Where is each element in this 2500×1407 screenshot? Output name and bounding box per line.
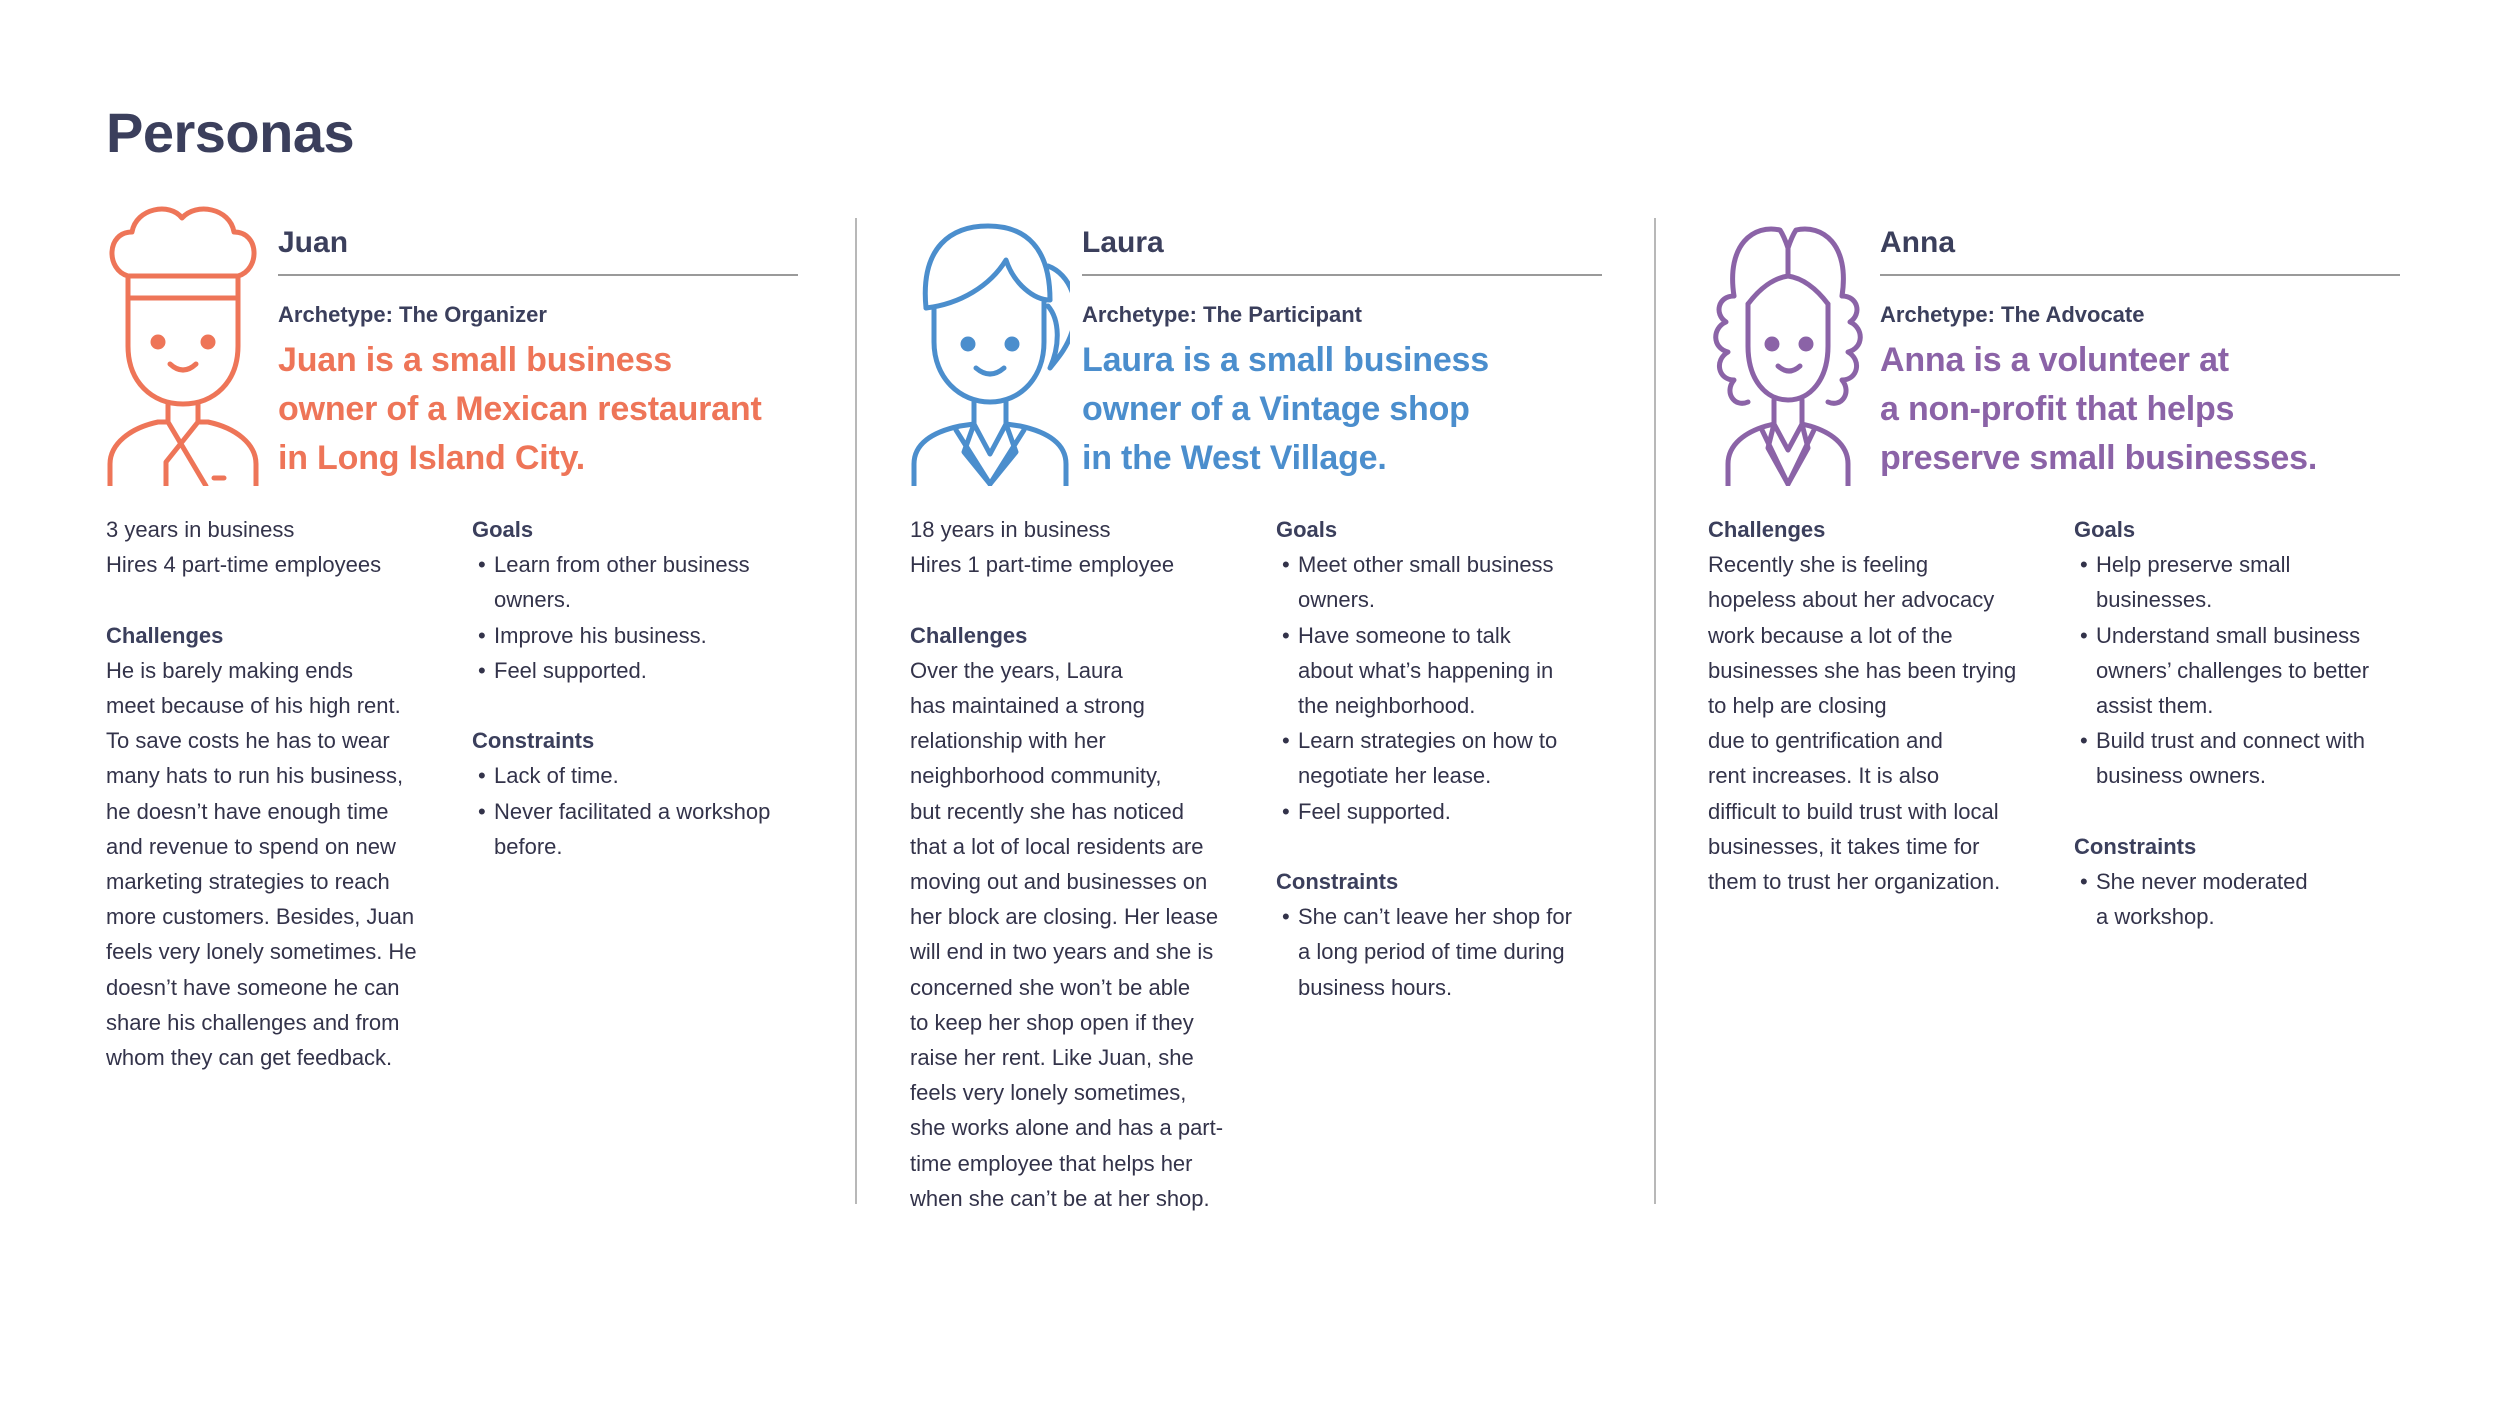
persona-goals-constraints	[2074, 512, 2414, 934]
name-underline	[278, 274, 798, 276]
name-underline	[1880, 274, 2400, 276]
persona-archetype: Archetype: The Advocate	[1880, 302, 2145, 327]
constraints-heading: Constraints	[2074, 833, 2197, 859]
persona-summary	[1082, 336, 1622, 483]
summary-line: Juan is a small business	[278, 341, 672, 379]
goals-heading: Goals	[2074, 517, 2136, 542]
persona-card-juan	[106, 190, 826, 1210]
persona-details	[1708, 512, 2048, 899]
list-item: • Build trust and connect with business owners.	[2074, 723, 2414, 793]
list-item: • Improve his business.	[472, 618, 812, 653]
list-item: • Feel supported.	[472, 653, 812, 688]
summary-line: owner of a Mexican restaurant	[278, 390, 762, 428]
list-item: • Have someone to talk about what’s happening in the neighborhood.	[1276, 618, 1616, 724]
challenges-heading: Challenges	[910, 622, 1028, 648]
list-item: • Understand small business owners’ challenges to better assist them.	[2074, 618, 2414, 724]
persona-details	[910, 512, 1250, 1216]
persona-name: Juan	[278, 226, 349, 259]
persona-details	[106, 512, 446, 1075]
column-divider	[855, 218, 857, 1204]
woman-ponytail-icon	[910, 196, 1070, 486]
challenges-text: Recently she is feeling hopeless about her advocacy work because a lot of the businesses she has been trying to help are closing due to gentrification and rent increases. It is also difficult to build trust with local businesses, it takes time for them to trust her organization.	[1708, 552, 2017, 895]
challenges-heading: Challenges	[1708, 517, 1826, 542]
persona-summary	[1880, 336, 2420, 483]
chef-icon	[106, 196, 266, 486]
summary-line: a non-profit that helps	[1880, 390, 2235, 428]
list-item: • Learn from other business owners.	[472, 547, 812, 617]
list-item: • Never facilitated a workshop before.	[472, 794, 812, 864]
summary-line: owner of a Vintage shop	[1082, 390, 1470, 428]
persona-archetype: Archetype: The Organizer	[278, 302, 547, 327]
persona-card-laura	[910, 190, 1630, 1210]
challenges-text: He is barely making ends meet because of his high rent. To save costs he has to wear many hats to run his business, he doesn’t have enough time and revenue to spend on new marketing strategies to reach more customers. Besides, Juan feels very lonely sometimes. He doesn’t have someone he can share his challenges and from whom they can get feedback.	[106, 657, 417, 1071]
list-item: • She never moderated a workshop.	[2074, 864, 2414, 934]
persona-summary	[278, 336, 818, 483]
fact-employees: Hires 4 part-time employees	[106, 552, 382, 578]
list-item: • She can’t leave her shop for a long period of time during business hours.	[1276, 899, 1616, 1005]
list-item: • Help preserve small businesses.	[2074, 547, 2414, 617]
fact-years: 3 years in business	[106, 517, 295, 542]
persona-goals-constraints	[472, 512, 812, 864]
goals-list	[2074, 547, 2414, 793]
list-item: • Feel supported.	[1276, 794, 1616, 829]
list-item: • Lack of time.	[472, 758, 812, 793]
page-title: Personas	[106, 101, 355, 164]
summary-line: in the West Village.	[1082, 439, 1387, 477]
woman-curly-hair-icon	[1708, 196, 1868, 486]
challenges-heading: Challenges	[106, 622, 224, 648]
constraints-list	[472, 758, 812, 864]
summary-line: Anna is a volunteer at	[1880, 341, 2229, 379]
summary-line: Laura is a small business	[1082, 341, 1489, 379]
list-item: • Learn strategies on how to negotiate her lease.	[1276, 723, 1616, 793]
persona-goals-constraints	[1276, 512, 1616, 1005]
challenges-text: Over the years, Laura has maintained a strong relationship with her neighborhood community, but recently she has noticed that a lot of local residents are moving out and businesses on her block are closing. Her lease will end in two years and she is concerned she won’t be able to keep her shop open if they raise her rent. Like Juan, she feels very lonely sometimes, she works alone and has a part- time employee that helps her when she can’t be at her shop.	[910, 657, 1224, 1211]
column-divider	[1654, 218, 1656, 1204]
fact-years: 18 years in business	[910, 517, 1111, 542]
constraints-list	[1276, 899, 1616, 1005]
persona-name: Anna	[1880, 226, 1955, 259]
summary-line: preserve small businesses.	[1880, 439, 2318, 477]
constraints-heading: Constraints	[1276, 869, 1399, 895]
fact-employees: Hires 1 part-time employee	[910, 552, 1175, 578]
persona-name: Laura	[1082, 226, 1164, 259]
persona-archetype: Archetype: The Participant	[1082, 302, 1362, 327]
persona-card-anna	[1708, 190, 2428, 1210]
goals-heading: Goals	[1276, 517, 1338, 542]
goals-list	[472, 547, 812, 688]
summary-line: in Long Island City.	[278, 439, 586, 477]
goals-list	[1276, 547, 1616, 829]
list-item: • Meet other small business owners.	[1276, 547, 1616, 617]
goals-heading: Goals	[472, 517, 534, 542]
constraints-list	[2074, 864, 2414, 934]
constraints-heading: Constraints	[472, 728, 595, 754]
name-underline	[1082, 274, 1602, 276]
